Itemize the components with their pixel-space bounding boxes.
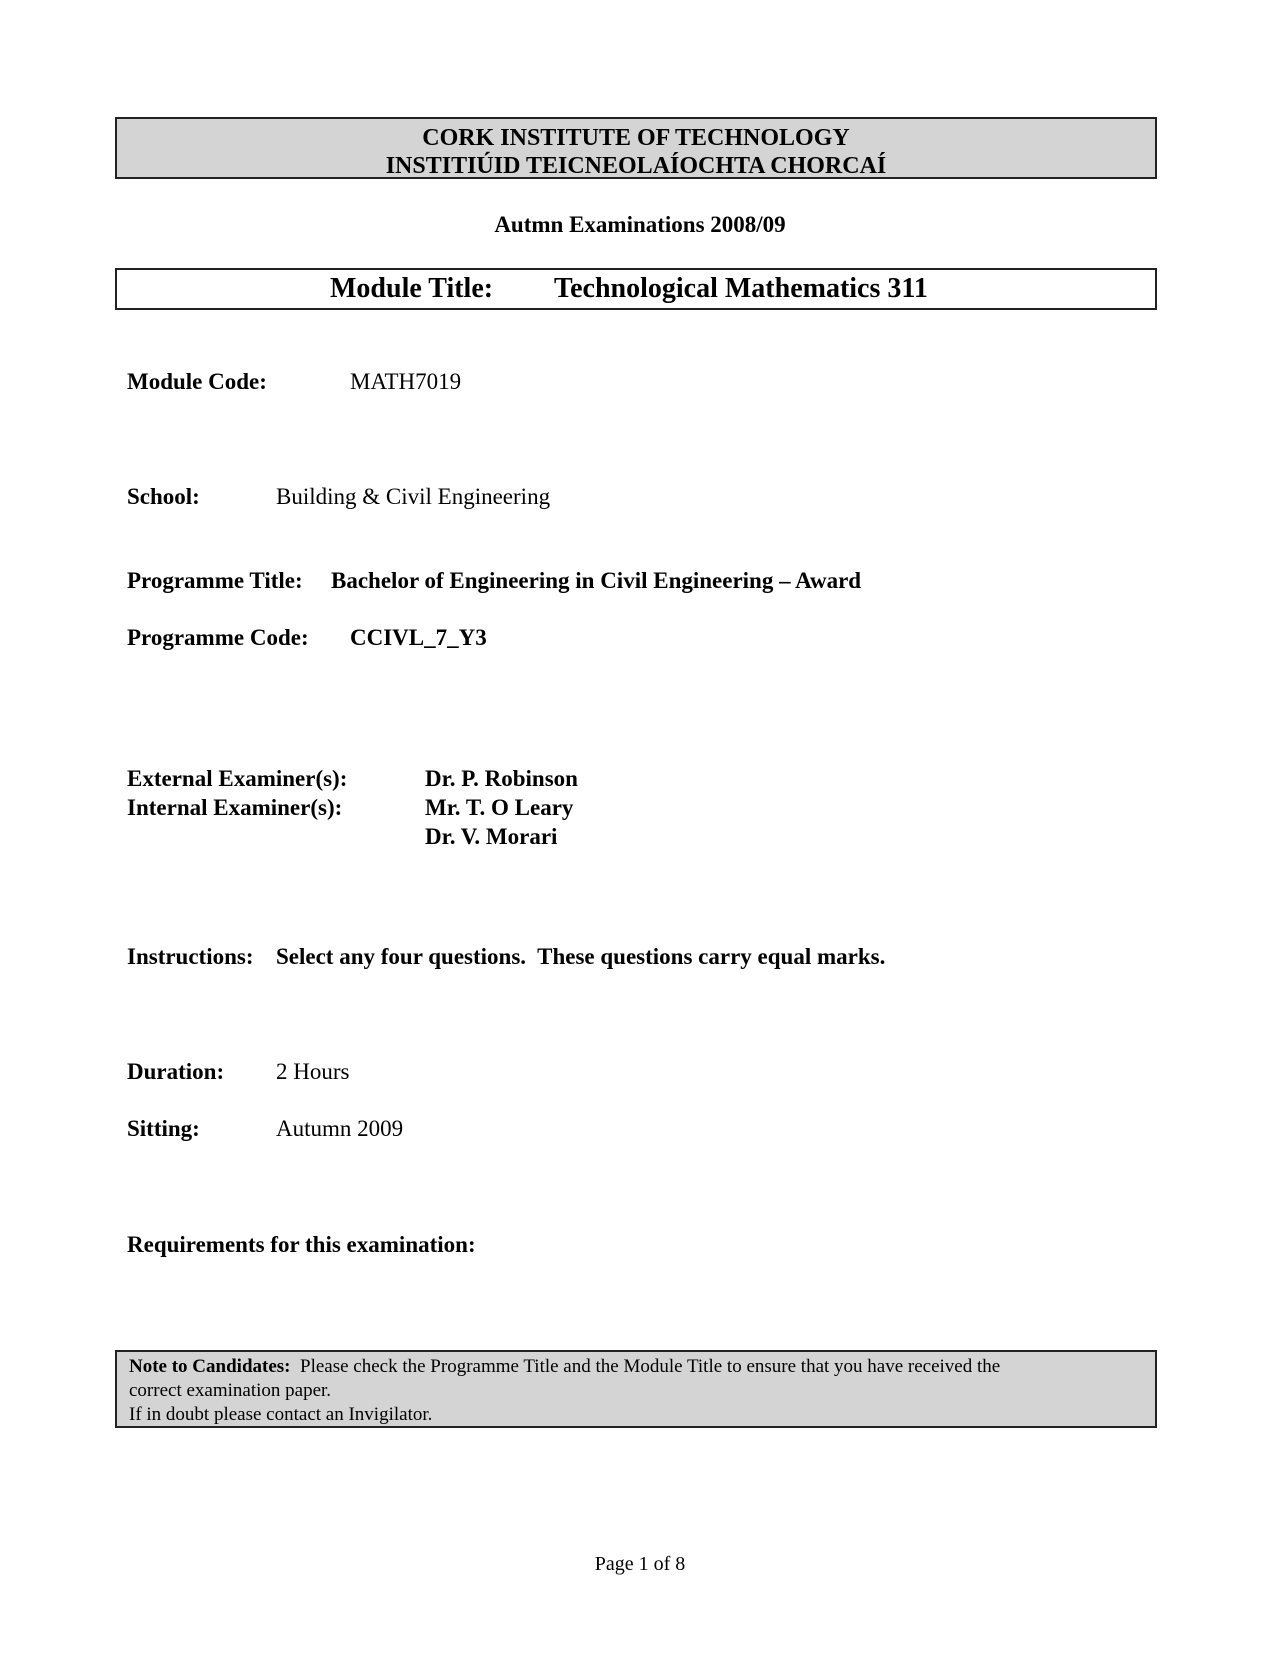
sitting-value: Autumn 2009 [276, 1116, 404, 1141]
institution-name-irish: INSTITIÚID TEICNEOLAÍOCHTA CHORCAÍ [385, 153, 887, 179]
module-code-label: Module Code: [127, 369, 267, 394]
note-label: Note to Candidates: [129, 1356, 291, 1377]
duration-label: Duration: [127, 1059, 225, 1084]
note-text-line2: correct examination paper. [129, 1380, 332, 1401]
sitting-label: Sitting: [127, 1116, 200, 1141]
note-text-line3: If in doubt please contact an Invigilator. [129, 1404, 433, 1425]
internal-examiner-name: Dr. V. Morari [425, 824, 558, 849]
note-text-line1: Please check the Programme Title and the Module Title to ensure that you have received the [300, 1356, 1001, 1377]
institution-header [115, 117, 1157, 179]
internal-examiners-label: Internal Examiner(s): [127, 795, 343, 820]
duration-value: 2 Hours [276, 1059, 350, 1084]
programme-code-value: CCIVL_7_Y3 [350, 625, 487, 650]
page-number: Page 1 of 8 [594, 1553, 686, 1575]
programme-code-label: Programme Code: [127, 625, 309, 650]
exam-session: Autmn Examinations 2008/09 [494, 212, 786, 237]
external-examiners-label: External Examiner(s): [127, 766, 348, 791]
school-value: Building & Civil Engineering [276, 484, 551, 509]
requirements-label: Requirements for this examination: [127, 1232, 476, 1257]
module-title-value: Technological Mathematics 311 [554, 273, 928, 304]
module-title-label: Module Title: [330, 273, 494, 304]
external-examiner-name: Dr. P. Robinson [425, 766, 578, 791]
module-code-value: MATH7019 [350, 369, 462, 394]
programme-title-label: Programme Title: [127, 568, 303, 593]
institution-name-english: CORK INSTITUTE OF TECHNOLOGY [422, 125, 850, 151]
module-title-box [115, 268, 1157, 310]
programme-title-value: Bachelor of Engineering in Civil Engineering – Award [331, 568, 862, 593]
instructions-label: Instructions: [127, 944, 254, 969]
note-line [129, 1355, 1143, 1379]
internal-examiner-name: Mr. T. O Leary [425, 795, 574, 820]
school-label: School: [127, 484, 200, 509]
note-to-candidates [115, 1350, 1157, 1428]
instructions-value: Select any four questions. These questions carry equal marks. [276, 944, 886, 969]
